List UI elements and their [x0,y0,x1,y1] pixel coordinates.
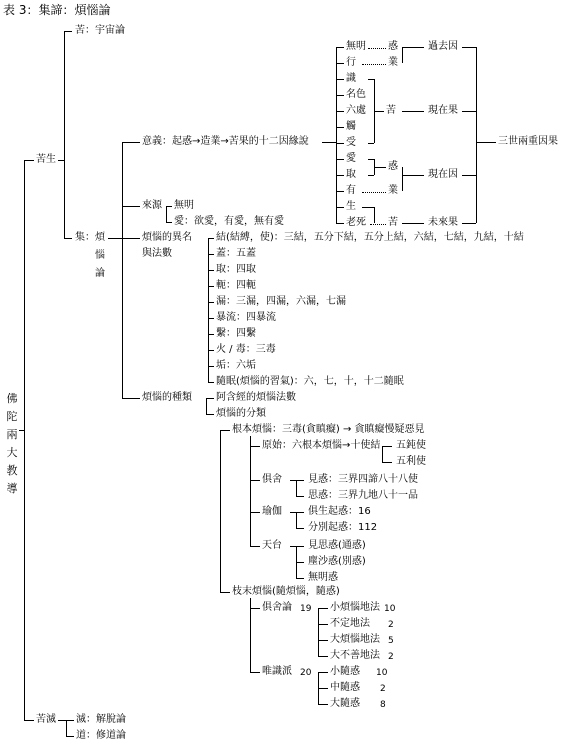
mie-label: 滅：解脫論 [76,714,126,725]
link-tick [336,223,344,224]
link-item: 有 [346,185,356,196]
weishi-item: 中隨惑 [330,682,360,693]
jushe-item-line [318,624,328,625]
yuqie-bracket [296,512,297,528]
fenbie-label: 分別起惑：112 [308,522,378,533]
link-item: 老死 [346,217,366,228]
kumie-out [58,720,66,721]
jushe-b-bracket [318,608,319,656]
yiming-label: 煩惱的異名 [142,232,192,243]
xianzaiguo-label: 現在果 [428,105,458,116]
yuqie-label: 瑜伽 [262,506,282,517]
ji-bracket [122,142,123,398]
synonym-item: 軛：四軛 [216,280,256,291]
to-ai [166,222,172,223]
jianhuo-label: 見惑：三界四諦八十八使 [308,474,418,485]
huo-bottom [368,175,374,176]
root-to-kumie [24,720,34,721]
syn-line-1 [208,254,214,255]
to-mie [66,720,74,721]
present-result-bottom [368,143,374,144]
page-title: 表 3：集諦：煩惱論 [3,3,111,17]
to-ahan [206,398,214,399]
dotted-connector [362,64,386,65]
ji-char-3: 論 [95,268,105,279]
weishi-item-count: 10 [376,668,388,678]
syn-line-5 [208,318,214,319]
sihuo-label: 思惑：三界九地八十一品 [308,490,418,501]
jushe-a-bracket [296,480,297,496]
to-yingyi [122,142,140,143]
sanshi-label: 三世兩重因果 [498,136,558,147]
weishi-item: 小隨惑 [330,666,360,677]
to-ku [64,31,72,32]
link-item: 六處 [346,105,366,116]
ku-label: 苦：宇宙論 [75,25,125,36]
future-top [362,207,374,208]
jushe-item: 大煩惱地法 [330,634,380,645]
to-dao [66,736,74,737]
links-bracket [336,47,337,223]
syn-line-2 [208,270,214,271]
xianzaiyin-label: 現在因 [428,169,458,180]
to-chensha [296,562,304,563]
jushe-item-line [318,640,328,641]
link-tick [336,191,344,192]
xianzaiguo-out [462,111,476,112]
syn-line-7 [208,350,214,351]
present-cause-line [402,175,424,176]
link-tick [336,95,344,96]
yuanshi-label: 原始：六根本煩惱→十使結 [262,440,381,451]
laiyuan-label: 來源 [142,200,162,211]
syn-line-8 [208,366,214,367]
weilai-out [462,223,476,224]
huo-top [368,159,374,160]
link-tick [336,207,344,208]
to-wuming [166,206,172,207]
weilai-label: 未來果 [428,217,458,228]
link-tick [336,111,344,112]
to-yuanshi [250,446,260,447]
chensha-label: 塵沙惑(別惑) [308,556,366,567]
syn-line-0 [208,238,214,239]
jushe-a-label: 俱舍 [262,474,282,485]
jushe-item-count: 2 [388,620,394,630]
jushe-item: 不定地法 [330,618,370,629]
to-laiyuan [122,206,140,207]
ji-out [108,238,122,239]
kumie-bracket [66,720,67,736]
ye-label-top: 業 [388,57,398,68]
syn-line-4 [208,302,214,303]
tiantai-label: 天台 [262,540,282,551]
link-tick [336,47,344,48]
to-tiantai [250,546,260,547]
link-item: 行 [346,57,356,68]
synonym-item: 結(結縛，使)：三結，五分下結，五分上結，六結，七結，九結，十結 [216,232,524,243]
link-item: 無明 [346,41,366,52]
synonym-item: 火 / 毒：三毒 [216,344,276,355]
syn-line-6 [208,334,214,335]
to-zhimo [220,592,230,593]
zhonglei-bracket [206,398,207,414]
to-jushe-b [250,608,260,609]
weishi-item-count: 8 [380,700,386,710]
link-item: 受 [346,137,356,148]
root-label [5,390,19,498]
synonym-item: 暴流：四暴流 [216,312,276,323]
link-tick [336,63,344,64]
jushe-item: 小煩惱地法 [330,602,380,613]
zhimo-label: 枝末煩惱(隨煩惱，隨惑) [232,586,340,597]
jushe-item-count: 2 [388,652,394,662]
kumie-label: 苦滅 [36,714,56,725]
jushe-b-count: 19 [300,604,312,614]
jushe-item-count: 10 [384,604,396,614]
root-to-kusheng [24,160,34,161]
wuli-label: 五利使 [396,456,426,467]
to-wuli [382,462,392,463]
to-genben [220,430,230,431]
genben-bracket [250,436,251,546]
fenlei-bracket [220,430,221,592]
kusheng-label: 苦生 [36,154,56,165]
fashu-label: 與法數 [142,248,172,259]
link-tick [336,143,344,144]
to-jianhuo [290,480,304,481]
yingyi-label: 意義：起惑→造業→苦果的十二因緣說 [142,136,309,147]
synonym-item: 垢：六垢 [216,360,256,371]
weishi-label: 唯識派 [262,666,292,677]
jushe-item-line [318,608,328,609]
syn-line-3 [208,286,214,287]
link-item: 生 [346,201,356,212]
past-bracket [402,47,403,63]
weishi-item-line [318,704,328,705]
syn-line-9 [208,382,214,383]
jushe-item-count: 5 [388,636,394,646]
root-text: 佛陀兩大教導 [6,392,18,495]
to-wudun [382,446,392,447]
weishi-item-line [318,688,328,689]
zhimo-bracket [250,598,251,672]
future-bracket [374,207,375,223]
ahan-label: 阿含經的煩惱法數 [216,392,296,403]
jiansi-label: 見思惑(通惑) [308,540,366,551]
to-jushe-a [250,480,260,481]
to-sihuo [296,496,304,497]
ku-mid-label: 苦 [386,105,396,116]
synonym-item: 繫：四繫 [216,328,256,339]
weishi-item: 大隨惑 [330,698,360,709]
root-bracket [24,160,25,720]
jusheng-label: 俱生起惑：16 [308,506,371,517]
kusheng-bracket [64,31,65,238]
laiyuan-bracket [166,206,167,222]
synonym-item: 漏：三漏，四漏，六漏，七漏 [216,296,346,307]
future-line [402,223,424,224]
ji-char-2: 惱 [95,250,105,261]
guoqu-out [462,47,476,48]
ji-label: 集： [75,232,95,243]
link-tick [336,159,344,160]
ji-char-1: 煩 [95,232,105,243]
to-wumingh [296,578,304,579]
wumingh-label: 無明惑 [308,572,338,583]
zhonglei-label: 煩惱的種類 [142,392,192,403]
huo-line [374,167,386,168]
link-item: 名色 [346,89,366,100]
to-weishi [250,672,260,673]
dao-label: 道：修道論 [76,730,126,741]
jushe-item-line [318,656,328,657]
ye-label-mid: 業 [388,185,398,196]
link-item: 識 [346,73,356,84]
sanshi-bracket [476,47,477,223]
dotted-connector [368,48,386,49]
xianzaiyin-out [462,175,476,176]
present-cause-bracket [402,167,403,191]
synonyms-bracket [208,238,209,382]
link-tick [336,79,344,80]
dotted-connector [370,224,386,225]
past-line [402,47,424,48]
to-ji [64,238,72,239]
weishi-count: 20 [300,668,312,678]
yuanshi-bracket [382,446,383,462]
to-jiansi [290,546,304,547]
fenlei-label: 煩惱的分類 [216,408,266,419]
ku-bottom-label: 苦 [388,217,398,228]
to-jusheng [290,512,304,513]
synonym-item: 隨眠(煩惱的習氣)：六，七，十，十二隨眠 [216,376,404,387]
present-result-line [402,111,424,112]
link-item: 取 [346,169,356,180]
ai-label: 愛：欲愛，有愛，無有愛 [174,216,284,227]
huo-label-top: 惑 [388,41,398,52]
link-tick [336,175,344,176]
jushe-item: 大不善地法 [330,650,380,661]
to-zhonglei [122,398,140,399]
jushe-b-label: 俱舍論 [262,602,292,613]
synonym-item: 蓋：五蓋 [216,248,256,259]
weishi-item-count: 2 [380,684,386,694]
huo-label-mid: 惑 [388,161,398,172]
to-fenlei [206,414,214,415]
dotted-connector [362,192,386,193]
synonym-item: 取：四取 [216,264,256,275]
link-item: 愛 [346,153,356,164]
genben-label: 根本煩惱：三毒(貪瞋癡) → 貪瞋癡慢疑惡見 [232,424,425,435]
to-yiming [122,238,140,239]
wuming-label: 無明 [174,200,194,211]
link-item: 觸 [346,121,356,132]
link-tick [336,127,344,128]
weishi-item-line [318,672,328,673]
to-fenbie [296,528,304,529]
yingyi-connector [322,142,336,143]
wudun-label: 五鈍使 [396,440,426,451]
to-yuqie [250,512,260,513]
present-result-top [368,79,374,80]
sanshi-line [476,142,496,143]
ku-to-present [374,111,384,112]
guoqu-label: 過去因 [428,41,458,52]
